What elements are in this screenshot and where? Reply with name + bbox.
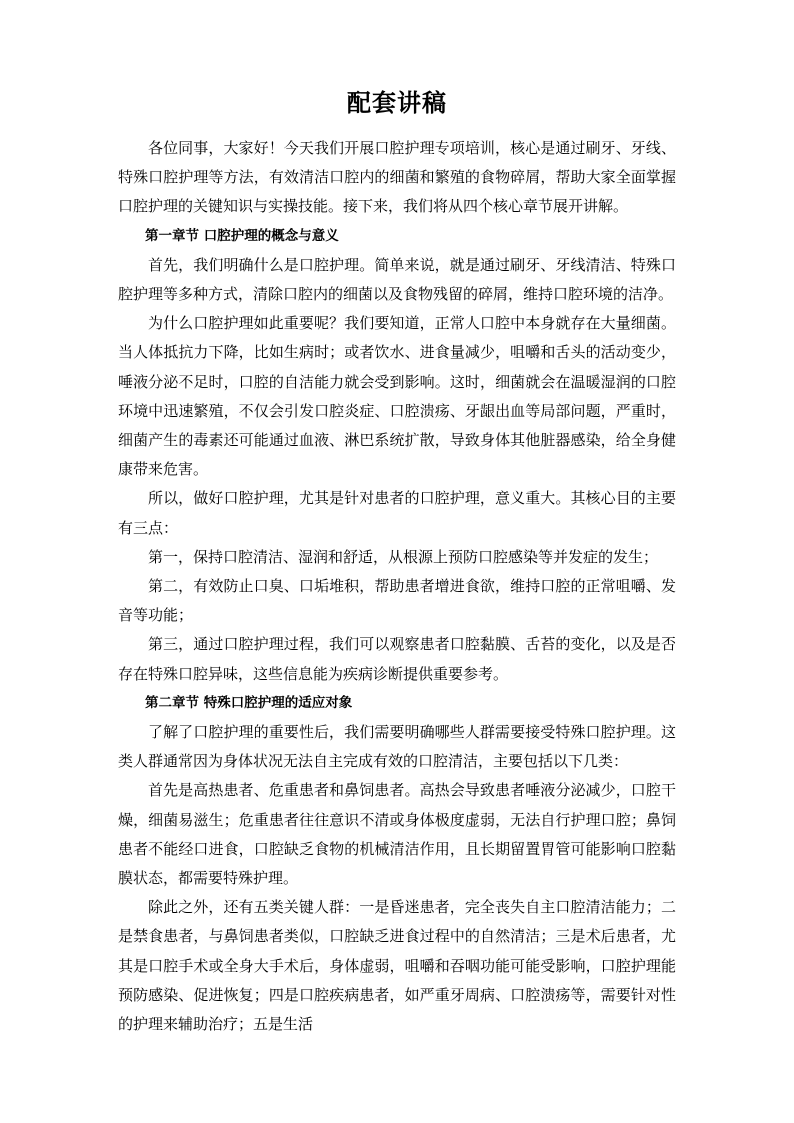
body-paragraph: 所以，做好口腔护理，尤其是针对患者的口腔护理，意义重大。其核心目的主要有三点： (118, 489, 676, 537)
body-paragraph: 各位同事，大家好！今天我们开展口腔护理专项培训，核心是通过刷牙、牙线、特殊口腔护理等方法，有效清洁口腔内的细菌和繁殖的食物碎屑，帮助大家全面掌握口腔护理的关键知识与实操技能。接下来，我们将从四个核心章节展开讲解。 (118, 139, 676, 216)
chapter-heading: 第一章节 口腔护理的概念与意义 (145, 227, 339, 244)
body-paragraph: 第一，保持口腔清洁、湿润和舒适，从根源上预防口腔感染等并发症的发生； (148, 547, 659, 566)
body-paragraph: 首先是高热患者、危重患者和鼻饲患者。高热会导致患者唾液分泌减少，口腔干燥，细菌易滋生；危重患者往往意识不清或身体极度虚弱，无法自行护理口腔；鼻饲患者不能经口进食，口腔缺乏食物的机械清洁作用，且长期留置胃管可能影响口腔黏膜状态，都需要特殊护理。 (118, 781, 676, 888)
document-body (0, 120, 794, 1039)
body-paragraph: 第二，有效防止口臭、口垢堆积，帮助患者增进食欲，维持口腔的正常咀嚼、发音等功能； (118, 577, 676, 625)
body-paragraph: 第三，通过口腔护理过程，我们可以观察患者口腔黏膜、舌苔的变化，以及是否存在特殊口腔异味，这些信息能为疾病诊断提供重要参考。 (118, 635, 676, 683)
chapter-heading: 第二章节 特殊口腔护理的适应对象 (145, 694, 353, 711)
page-title: 配套讲稿 (347, 89, 447, 117)
body-paragraph: 为什么口腔护理如此重要呢？我们要知道，正常人口腔中本身就存在大量细菌。当人体抵抗力下降，比如生病时；或者饮水、进食量减少，咀嚼和舌头的活动变少，唾液分泌不足时，口腔的自洁能力就会受到影响。这时，细菌就会在温暖湿润的口腔环境中迅速繁殖，不仅会引发口腔炎症、口腔溃疡、牙龈出血等局部问题，严重时，细菌产生的毒素还可能通过血液、淋巴系统扩散，导致身体其他脏器感染，给全身健康带来危害。 (118, 314, 676, 479)
body-paragraph: 除此之外，还有五类关键人群：一是昏迷患者，完全丧失自主口腔清洁能力；二是禁食患者，与鼻饲患者类似，口腔缺乏进食过程中的自然清洁；三是术后患者，尤其是口腔手术或全身大手术后，身体虚弱，咀嚼和吞咽功能可能受影响，口腔护理能预防感染、促进恢复；四是口腔疾病患者，如严重牙周病、口腔溃疡等，需要针对性的护理来辅助治疗；五是生活 (118, 898, 676, 1034)
body-paragraph: 了解了口腔护理的重要性后，我们需要明确哪些人群需要接受特殊口腔护理。这类人群通常因为身体状况无法自主完成有效的口腔清洁，主要包括以下几类： (118, 723, 676, 771)
body-paragraph: 首先，我们明确什么是口腔护理。简单来说，就是通过刷牙、牙线清洁、特殊口腔护理等多种方式，清除口腔内的细菌以及食物残留的碎屑，维持口腔环境的洁净。 (118, 255, 676, 304)
